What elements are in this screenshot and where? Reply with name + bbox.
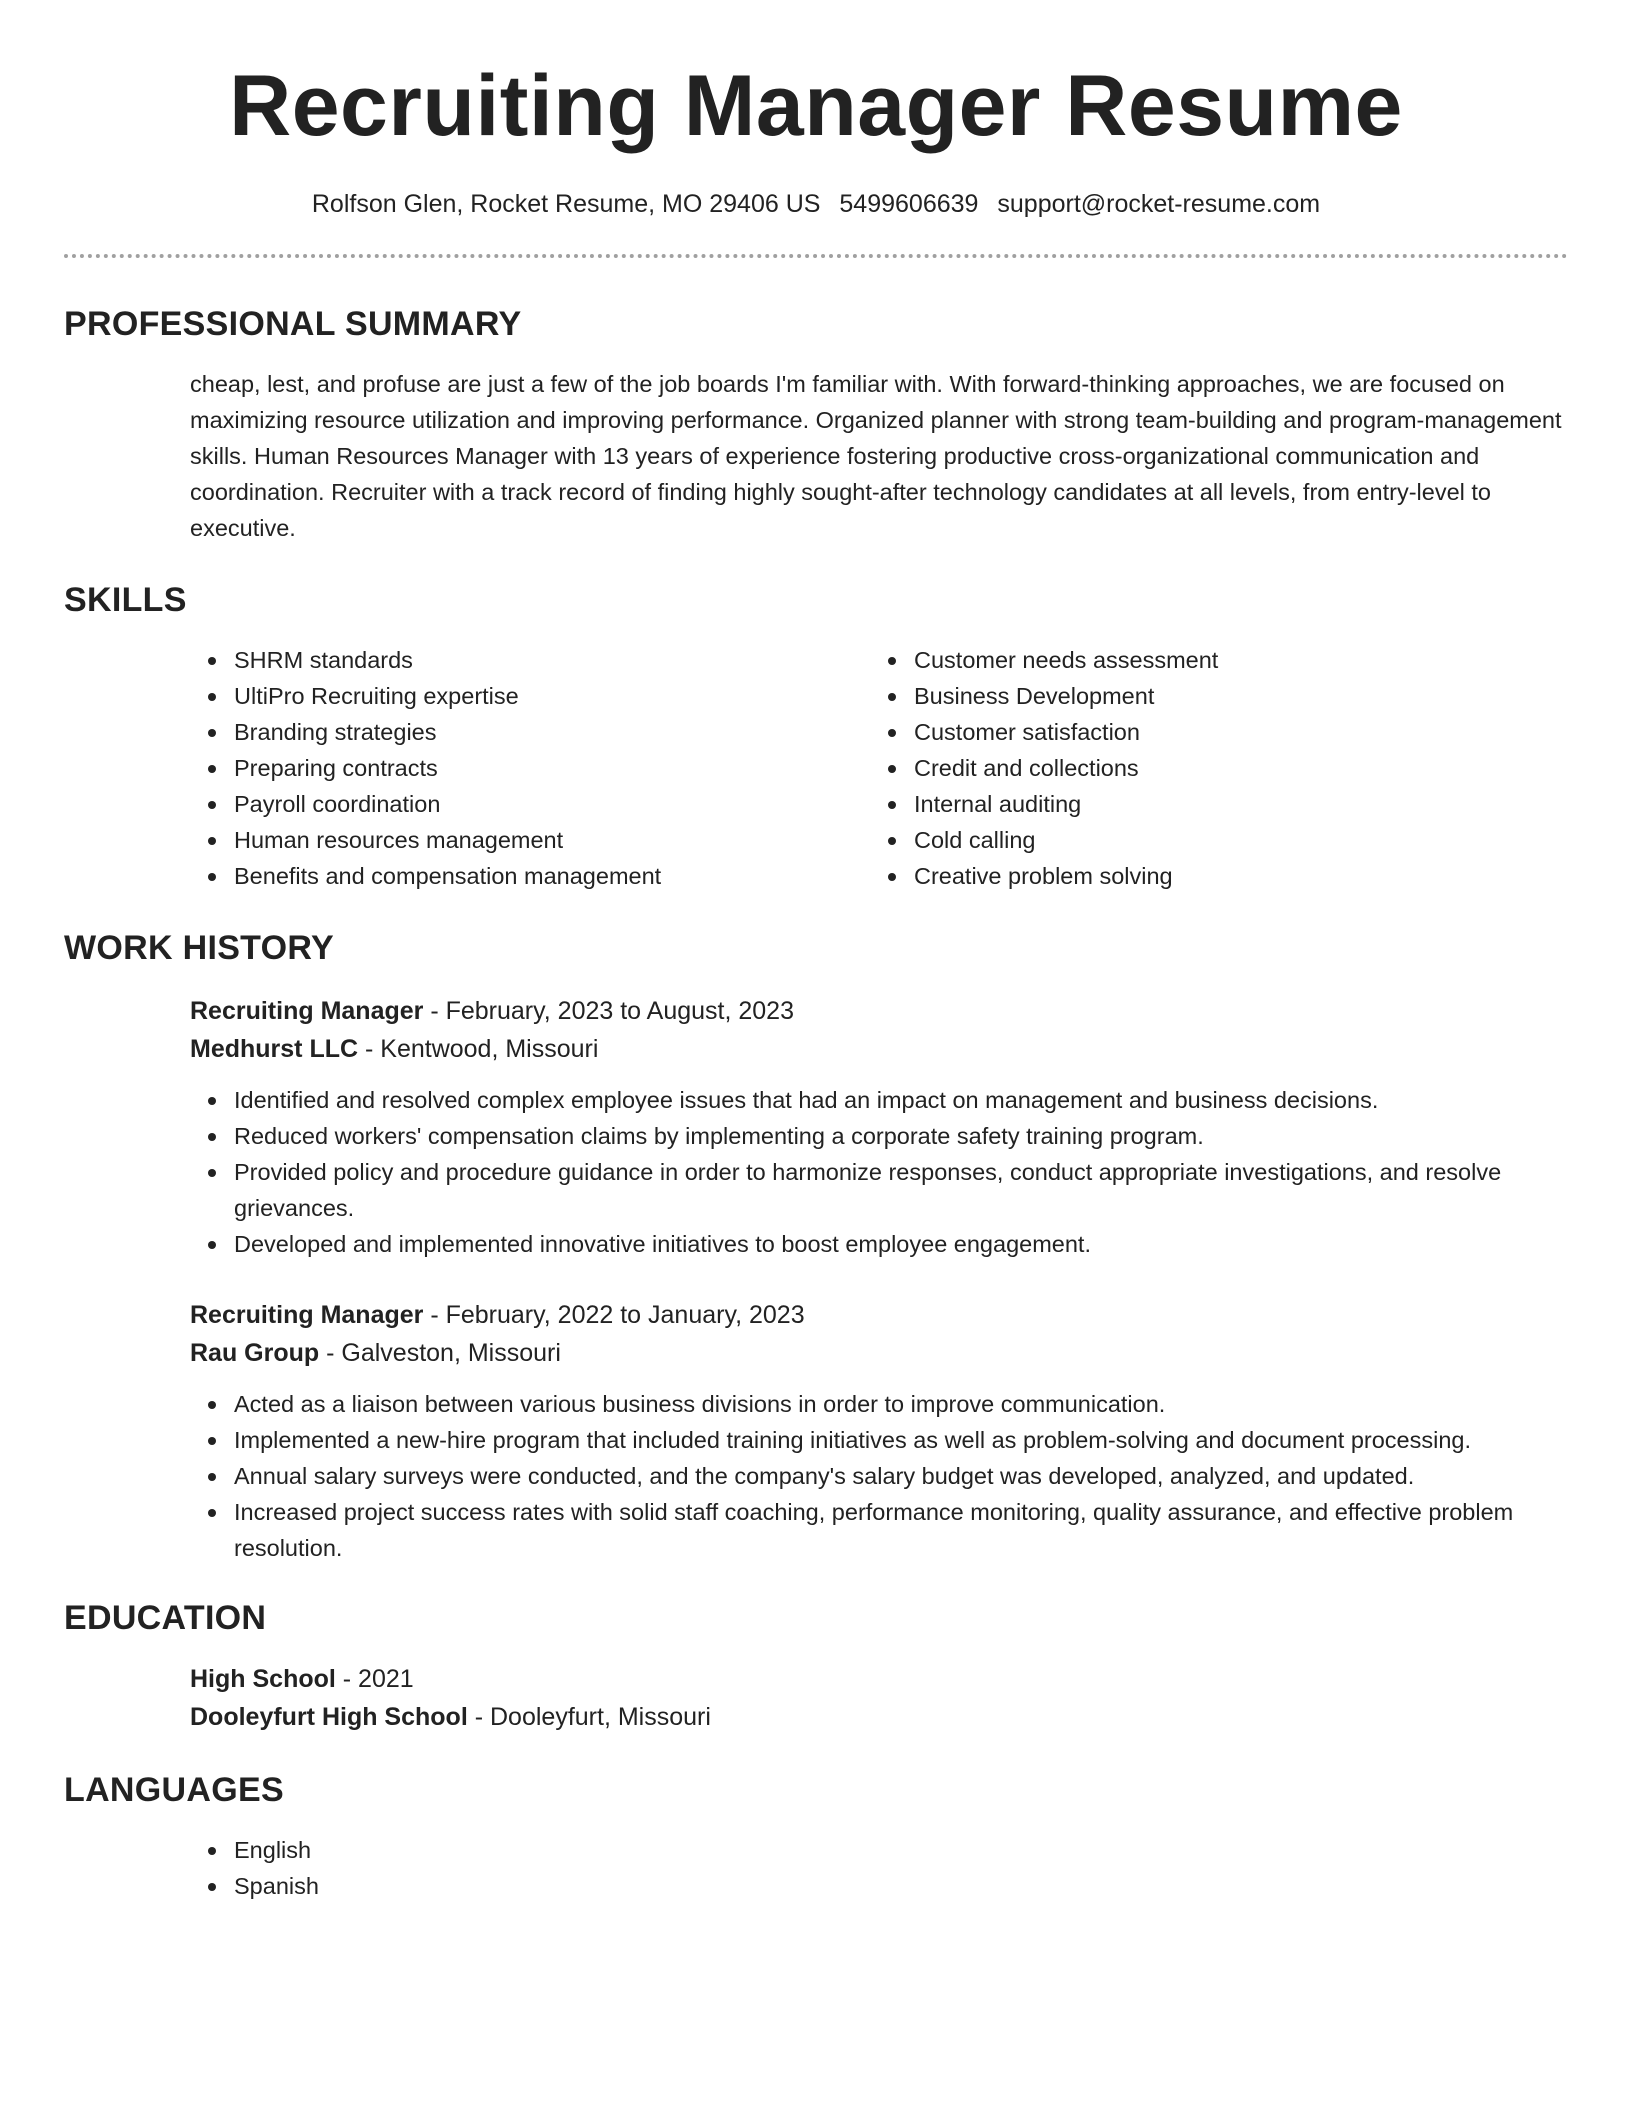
job-entry (190, 1296, 1568, 1566)
skill-item: Customer satisfaction (870, 714, 1550, 750)
skill-item: Preparing contracts (190, 750, 870, 786)
job-title-line (190, 1296, 1568, 1334)
resume-page (64, 0, 1568, 1904)
job-title: Recruiting Manager (190, 1301, 424, 1329)
skill-item: Customer needs assessment (870, 642, 1550, 678)
contact-email: support@rocket-resume.com (997, 190, 1321, 218)
skill-item: Cold calling (870, 822, 1550, 858)
languages-list (190, 1832, 1568, 1904)
job-bullet: Increased project success rates with solid staff coaching, performance monitoring, quality assurance, and effective problem resolution. (190, 1494, 1568, 1566)
education-degree-line (190, 1660, 1568, 1698)
job-title-line (190, 992, 1568, 1030)
education-heading: EDUCATION (64, 1599, 267, 1637)
skill-item: Creative problem solving (870, 858, 1550, 894)
job-dates: - February, 2022 to January, 2023 (423, 1301, 805, 1329)
language-item: Spanish (190, 1868, 1568, 1904)
job-bullet: Acted as a liaison between various business divisions in order to improve communication. (190, 1386, 1568, 1422)
job-bullet: Developed and implemented innovative initiatives to boost employee engagement. (190, 1226, 1568, 1262)
skill-item: Internal auditing (870, 786, 1550, 822)
contact-phone: 5499606639 (839, 190, 979, 218)
job-company-line (190, 1030, 1568, 1068)
job-title: Recruiting Manager (190, 997, 424, 1025)
skill-item: Branding strategies (190, 714, 870, 750)
skill-item: Human resources management (190, 822, 870, 858)
education-entry (190, 1660, 1568, 1736)
skill-item: Credit and collections (870, 750, 1550, 786)
job-dates: - February, 2023 to August, 2023 (423, 997, 794, 1025)
skills-list (190, 642, 1568, 894)
job-bullets (190, 1386, 1568, 1566)
job-bullets (190, 1082, 1568, 1262)
skills-column-right (870, 642, 1550, 894)
job-bullet: Reduced workers' compensation claims by implementing a corporate safety training program. (190, 1118, 1568, 1154)
education-school: Dooleyfurt High School (190, 1703, 468, 1731)
skills-heading: SKILLS (64, 581, 187, 619)
job-bullet: Implemented a new-hire program that included training initiatives as well as problem-solving and document processing. (190, 1422, 1568, 1458)
contact-line (64, 188, 1568, 220)
education-year: - 2021 (335, 1665, 414, 1693)
education-school-line (190, 1698, 1568, 1736)
contact-address: Rolfson Glen, Rocket Resume, MO 29406 US (311, 190, 821, 218)
resume-title: Recruiting Manager Resume (229, 58, 1403, 154)
skills-column-left (190, 642, 870, 894)
languages-bullets (190, 1832, 1568, 1904)
skill-item: Business Development (870, 678, 1550, 714)
summary-heading: PROFESSIONAL SUMMARY (64, 305, 522, 343)
job-location: - Galveston, Missouri (319, 1339, 561, 1367)
job-entry (190, 992, 1568, 1262)
skill-item: Payroll coordination (190, 786, 870, 822)
work-heading: WORK HISTORY (64, 929, 334, 967)
job-company-line (190, 1334, 1568, 1372)
skill-item: Benefits and compensation management (190, 858, 870, 894)
job-bullet: Provided policy and procedure guidance in order to harmonize responses, conduct appropriate investigations, and resolve grievances. (190, 1154, 1568, 1226)
job-location: - Kentwood, Missouri (358, 1035, 599, 1063)
education-degree: High School (190, 1665, 336, 1693)
job-bullet: Annual salary surveys were conducted, and the company's salary budget was developed, analyzed, and updated. (190, 1458, 1568, 1494)
education-location: - Dooleyfurt, Missouri (467, 1703, 711, 1731)
header-divider (64, 254, 1568, 258)
language-item: English (190, 1832, 1568, 1868)
skill-item: UltiPro Recruiting expertise (190, 678, 870, 714)
job-company: Medhurst LLC (190, 1035, 359, 1063)
summary-text: cheap, lest, and profuse are just a few of the job boards I'm familiar with. With forward-thinking approaches, we are focused on maximizing resource utilization and improving performance. Organized planner with strong team-building and program-management skills. Human Resources Manager with 13 years of experience fostering productive cross-organizational communication and coordination. Recruiter with a track record of finding highly sought-after technology candidates at all levels, from entry-level to executive. (190, 371, 1562, 541)
job-bullet: Identified and resolved complex employee issues that had an impact on management and business decisions. (190, 1082, 1568, 1118)
job-company: Rau Group (190, 1339, 320, 1367)
languages-heading: LANGUAGES (64, 1771, 284, 1809)
skill-item: SHRM standards (190, 642, 870, 678)
